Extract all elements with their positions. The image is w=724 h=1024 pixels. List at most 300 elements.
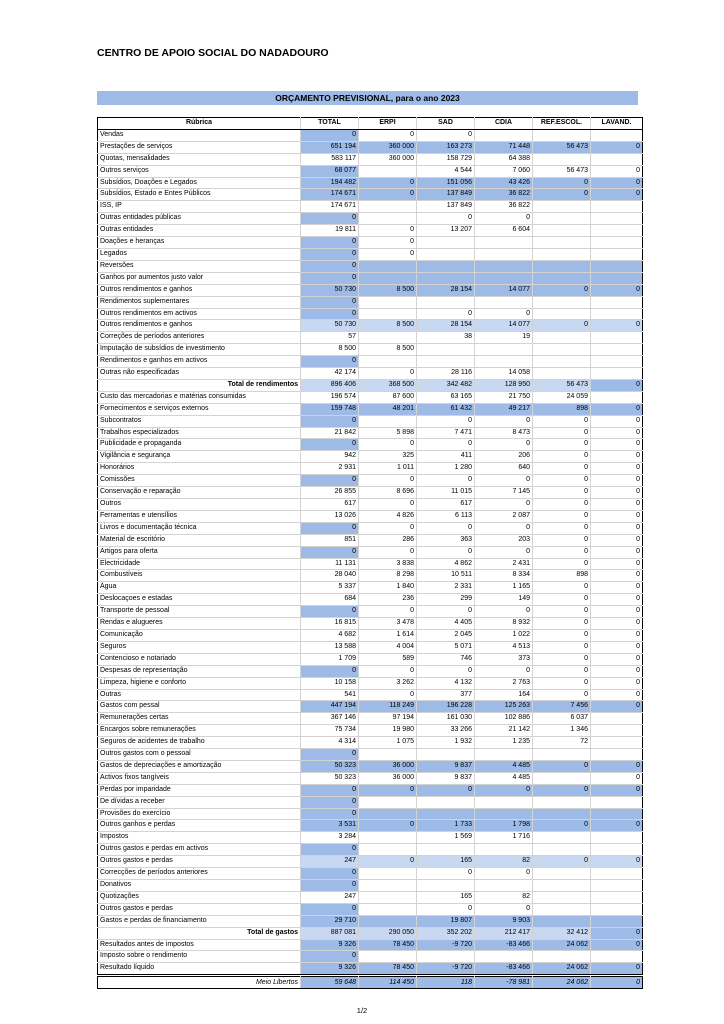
cell-erpi (359, 356, 417, 368)
col-header-erpi: ERPI (359, 118, 417, 130)
cell-lavand (591, 749, 643, 761)
row-label: Outras (98, 689, 301, 701)
cell-cdia: 164 (475, 689, 533, 701)
cell-ref-escol: 898 (533, 403, 591, 415)
row-label: Contencioso e notariado (98, 653, 301, 665)
cell-sad (417, 808, 475, 820)
cell-lavand (591, 391, 643, 403)
cell-erpi: 78 450 (359, 939, 417, 951)
cell-total: 0 (301, 880, 359, 892)
cell-erpi: 3 478 (359, 618, 417, 630)
row-label: Fornecimentos e serviços externos (98, 403, 301, 415)
cell-sad: 352 202 (417, 927, 475, 939)
cell-total: 21 842 (301, 427, 359, 439)
row-label: Gastos com pessal (98, 701, 301, 713)
cell-ref-escol: 0 (533, 463, 591, 475)
row-label: Resultados antes de impostos (98, 939, 301, 951)
cell-total: 684 (301, 594, 359, 606)
cell-cdia: 4 513 (475, 641, 533, 653)
cell-cdia: 4 485 (475, 760, 533, 772)
page-number: 1/2 (356, 1006, 368, 1015)
cell-ref-escol (533, 225, 591, 237)
cell-ref-escol: 0 (533, 415, 591, 427)
row-label: ISS, IP (98, 201, 301, 213)
cell-lavand: 0 (591, 403, 643, 415)
row-label: Outros ganhos e perdas (98, 820, 301, 832)
row-label: Correcções de períodos anteriores (98, 868, 301, 880)
total-row (98, 379, 643, 391)
cell-cdia: 128 950 (475, 379, 533, 391)
table-row (98, 189, 643, 201)
cell-cdia: 0 (475, 546, 533, 558)
cell-cdia (475, 951, 533, 963)
row-label: Imputação de subsídios de investimento (98, 344, 301, 356)
cell-lavand (591, 796, 643, 808)
cell-lavand (591, 903, 643, 915)
cell-cdia: 8 932 (475, 618, 533, 630)
cell-sad: 377 (417, 689, 475, 701)
cell-ref-escol: 0 (533, 689, 591, 701)
table-row (98, 594, 643, 606)
cell-cdia: -83 466 (475, 963, 533, 975)
table-row (98, 534, 643, 546)
row-label: Outras entidades públicas (98, 213, 301, 225)
table-row (98, 320, 643, 332)
row-label: Total de gastos (98, 927, 301, 939)
cell-cdia: 7 060 (475, 165, 533, 177)
cell-total: 26 855 (301, 487, 359, 499)
cell-ref-escol: 0 (533, 760, 591, 772)
cell-erpi: 3 262 (359, 677, 417, 689)
cell-sad: 4 544 (417, 165, 475, 177)
cell-cdia: 0 (475, 903, 533, 915)
budget-title-banner: ORÇAMENTO PREVISIONAL, para o ano 2023 (97, 91, 638, 105)
cell-erpi: 360 000 (359, 153, 417, 165)
cell-cdia: 43 426 (475, 177, 533, 189)
cell-ref-escol: 0 (533, 487, 591, 499)
cell-erpi: 3 838 (359, 558, 417, 570)
cell-lavand: 0 (591, 689, 643, 701)
table-row (98, 570, 643, 582)
cell-ref-escol: 0 (533, 677, 591, 689)
table-row (98, 415, 643, 427)
table-row (98, 237, 643, 249)
cell-ref-escol: 0 (533, 594, 591, 606)
cell-sad: 165 (417, 891, 475, 903)
table-row (98, 689, 643, 701)
cell-sad: 0 (417, 784, 475, 796)
cell-sad (417, 296, 475, 308)
cell-erpi: 19 980 (359, 725, 417, 737)
cell-cdia: 373 (475, 653, 533, 665)
cell-ref-escol: 0 (533, 558, 591, 570)
cell-total: 651 194 (301, 141, 359, 153)
cell-total: 13 588 (301, 641, 359, 653)
cell-cdia: 0 (475, 415, 533, 427)
cell-cdia: 19 (475, 332, 533, 344)
table-row (98, 653, 643, 665)
cell-erpi: 97 194 (359, 713, 417, 725)
cell-cdia: 14 058 (475, 368, 533, 380)
cell-cdia: 1 165 (475, 582, 533, 594)
cell-lavand: 0 (591, 189, 643, 201)
cell-lavand: 0 (591, 439, 643, 451)
cell-sad: 342 482 (417, 379, 475, 391)
cell-cdia: 0 (475, 665, 533, 677)
cell-ref-escol: 24 059 (533, 391, 591, 403)
cell-ref-escol: 0 (533, 177, 591, 189)
cell-sad: 19 807 (417, 915, 475, 927)
cell-ref-escol (533, 903, 591, 915)
cell-sad: 0 (417, 903, 475, 915)
row-label: Vendas (98, 129, 301, 141)
row-label: Activos fixos tangíveis (98, 772, 301, 784)
cell-ref-escol: 0 (533, 546, 591, 558)
cell-sad: 10 511 (417, 570, 475, 582)
cell-ref-escol (533, 368, 591, 380)
cell-lavand: 0 (591, 677, 643, 689)
table-row (98, 141, 643, 153)
cell-lavand: 0 (591, 487, 643, 499)
cell-cdia: 1 022 (475, 629, 533, 641)
cell-total: 0 (301, 356, 359, 368)
cell-sad (417, 248, 475, 260)
cell-cdia: 36 822 (475, 189, 533, 201)
table-row (98, 487, 643, 499)
cell-total: 0 (301, 213, 359, 225)
cell-lavand: 0 (591, 570, 643, 582)
cell-cdia: 125 263 (475, 701, 533, 713)
cell-cdia: 8 334 (475, 570, 533, 582)
cell-total: 196 574 (301, 391, 359, 403)
cell-lavand (591, 213, 643, 225)
table-row (98, 856, 643, 868)
cell-cdia: 2 431 (475, 558, 533, 570)
cell-lavand (591, 237, 643, 249)
cell-cdia (475, 248, 533, 260)
cell-total: 0 (301, 296, 359, 308)
cell-cdia (475, 796, 533, 808)
cell-cdia: 102 886 (475, 713, 533, 725)
row-label: Ferramentas e utensílios (98, 510, 301, 522)
cell-cdia: 0 (475, 439, 533, 451)
cell-lavand: 0 (591, 534, 643, 546)
cell-total: 0 (301, 415, 359, 427)
cell-ref-escol (533, 832, 591, 844)
cell-sad: -9 720 (417, 963, 475, 975)
cell-erpi (359, 201, 417, 213)
cell-lavand (591, 808, 643, 820)
cell-cdia: 206 (475, 451, 533, 463)
cell-total: 159 748 (301, 403, 359, 415)
cell-erpi (359, 213, 417, 225)
cell-lavand: 0 (591, 177, 643, 189)
row-label: Custo das mercadorias e matérias consumidas (98, 391, 301, 403)
cell-erpi: 0 (359, 665, 417, 677)
cell-erpi: 0 (359, 689, 417, 701)
cell-sad: 151 056 (417, 177, 475, 189)
cell-sad: 163 273 (417, 141, 475, 153)
cell-erpi (359, 749, 417, 761)
cell-ref-escol (533, 296, 591, 308)
cell-ref-escol: 56 473 (533, 141, 591, 153)
cell-total: 11 131 (301, 558, 359, 570)
row-label: Total de rendimentos (98, 379, 301, 391)
cell-ref-escol: 0 (533, 284, 591, 296)
cell-sad: 196 228 (417, 701, 475, 713)
cell-total: 887 081 (301, 927, 359, 939)
cell-ref-escol: 0 (533, 653, 591, 665)
cell-ref-escol: 24 062 (533, 939, 591, 951)
table-row (98, 903, 643, 915)
cell-lavand: 0 (591, 653, 643, 665)
cell-erpi: 0 (359, 237, 417, 249)
table-row (98, 510, 643, 522)
cell-erpi: 8 298 (359, 570, 417, 582)
cell-sad: 13 207 (417, 225, 475, 237)
cell-total: 0 (301, 475, 359, 487)
cell-sad: 363 (417, 534, 475, 546)
cell-erpi: 0 (359, 820, 417, 832)
cell-total: 50 730 (301, 284, 359, 296)
cell-total: 9 326 (301, 963, 359, 975)
cell-lavand (591, 844, 643, 856)
row-label: Limpeza, higiene e conforto (98, 677, 301, 689)
cell-cdia: 49 217 (475, 403, 533, 415)
cell-ref-escol: 0 (533, 439, 591, 451)
cell-cdia: 64 388 (475, 153, 533, 165)
cell-cdia: 0 (475, 499, 533, 511)
col-header-cdia: CDIA (475, 118, 533, 130)
cell-ref-escol (533, 844, 591, 856)
cell-lavand (591, 868, 643, 880)
table-row (98, 499, 643, 511)
header-row (98, 118, 643, 130)
row-label: Correções de períodos anteriores (98, 332, 301, 344)
cell-sad: 38 (417, 332, 475, 344)
table-row (98, 820, 643, 832)
row-label: Honorários (98, 463, 301, 475)
cell-sad: 746 (417, 653, 475, 665)
budget-table (97, 117, 643, 975)
cell-sad (417, 356, 475, 368)
cell-erpi: 1 840 (359, 582, 417, 594)
table-row (98, 129, 643, 141)
row-label: Gastos de depreciações e amortização (98, 760, 301, 772)
cell-erpi (359, 272, 417, 284)
col-header-total: TOTAL (301, 118, 359, 130)
cell-ref-escol: 0 (533, 582, 591, 594)
cell-lavand (591, 308, 643, 320)
table-row (98, 701, 643, 713)
cell-erpi: 8 500 (359, 284, 417, 296)
table-row (98, 439, 643, 451)
cell-erpi (359, 296, 417, 308)
row-label: Remunerações certas (98, 713, 301, 725)
cell-lavand (591, 260, 643, 272)
cell-lavand: 0 (591, 499, 643, 511)
cell-erpi (359, 891, 417, 903)
cell-ref-escol: 0 (533, 499, 591, 511)
cell-ref-escol (533, 272, 591, 284)
cell-sad: 9 837 (417, 760, 475, 772)
cell-erpi: 0 (359, 439, 417, 451)
cell-sad: 28 154 (417, 284, 475, 296)
cell-total: 0 (301, 439, 359, 451)
cell-ref-escol: 0 (533, 534, 591, 546)
cell-lavand: 0 (591, 665, 643, 677)
cell-erpi: 118 249 (359, 701, 417, 713)
row-label: Trabalhos especializados (98, 427, 301, 439)
cell-sad: 299 (417, 594, 475, 606)
row-label: Perdas por imparidade (98, 784, 301, 796)
cell-sad (417, 344, 475, 356)
table-row (98, 391, 643, 403)
row-label: Doações e heranças (98, 237, 301, 249)
cell-ref-escol: 6 037 (533, 713, 591, 725)
cell-ref-escol: 32 412 (533, 927, 591, 939)
cell-total: 3 531 (301, 820, 359, 832)
cell-sad: 0 (417, 868, 475, 880)
row-label: Água (98, 582, 301, 594)
cell-erpi: 87 600 (359, 391, 417, 403)
meio-cdia: -78 981 (475, 977, 533, 989)
cell-total: 29 710 (301, 915, 359, 927)
cell-lavand (591, 332, 643, 344)
cell-lavand: 0 (591, 641, 643, 653)
cell-ref-escol (533, 129, 591, 141)
table-row (98, 737, 643, 749)
cell-total: 0 (301, 903, 359, 915)
table-row (98, 963, 643, 975)
cell-ref-escol (533, 344, 591, 356)
cell-lavand: 0 (591, 415, 643, 427)
cell-total: 0 (301, 868, 359, 880)
table-row (98, 582, 643, 594)
cell-cdia: 8 473 (475, 427, 533, 439)
cell-erpi (359, 332, 417, 344)
cell-cdia: 0 (475, 784, 533, 796)
cell-erpi (359, 796, 417, 808)
cell-ref-escol (533, 260, 591, 272)
cell-lavand: 0 (591, 463, 643, 475)
table-row (98, 951, 643, 963)
cell-lavand: 0 (591, 939, 643, 951)
cell-sad: 5 071 (417, 641, 475, 653)
cell-sad (417, 844, 475, 856)
cell-lavand (591, 296, 643, 308)
cell-sad: 1 569 (417, 832, 475, 844)
cell-erpi: 0 (359, 856, 417, 868)
cell-sad: 1 733 (417, 820, 475, 832)
cell-total: 0 (301, 129, 359, 141)
row-label: Provisões do exercício (98, 808, 301, 820)
cell-erpi: 589 (359, 653, 417, 665)
cell-lavand: 0 (591, 618, 643, 630)
cell-total: 3 284 (301, 832, 359, 844)
cell-total: 174 671 (301, 201, 359, 213)
cell-erpi: 325 (359, 451, 417, 463)
cell-erpi: 290 050 (359, 927, 417, 939)
cell-total: 2 931 (301, 463, 359, 475)
col-header-rubrica: Rúbrica (98, 118, 301, 130)
cell-erpi (359, 880, 417, 892)
cell-erpi: 0 (359, 225, 417, 237)
cell-cdia: 14 077 (475, 284, 533, 296)
cell-lavand: 0 (591, 856, 643, 868)
meio-lavand: 0 (591, 977, 643, 989)
cell-erpi (359, 808, 417, 820)
cell-ref-escol: 56 473 (533, 165, 591, 177)
cell-erpi: 4 826 (359, 510, 417, 522)
cell-cdia: 0 (475, 606, 533, 618)
cell-cdia: 1 235 (475, 737, 533, 749)
cell-ref-escol (533, 915, 591, 927)
cell-cdia: 0 (475, 522, 533, 534)
cell-cdia: 0 (475, 475, 533, 487)
cell-total: 9 326 (301, 939, 359, 951)
row-label: Vigilância e segurança (98, 451, 301, 463)
row-label: Subcontratos (98, 415, 301, 427)
table-row (98, 665, 643, 677)
table-row (98, 868, 643, 880)
cell-sad: 2 045 (417, 629, 475, 641)
cell-erpi: 0 (359, 248, 417, 260)
row-label: Outros serviços (98, 165, 301, 177)
organization-title: CENTRO DE APOIO SOCIAL DO NADADOURO (97, 47, 329, 59)
cell-ref-escol (533, 153, 591, 165)
cell-sad: 158 729 (417, 153, 475, 165)
table-row (98, 772, 643, 784)
row-label: Outros gastos e perdas (98, 903, 301, 915)
cell-total: 0 (301, 665, 359, 677)
cell-total: 0 (301, 606, 359, 618)
cell-sad: 4 405 (417, 618, 475, 630)
row-label: Impostos (98, 832, 301, 844)
row-label: Comissões (98, 475, 301, 487)
cell-ref-escol: 0 (533, 641, 591, 653)
cell-cdia (475, 344, 533, 356)
cell-ref-escol (533, 332, 591, 344)
cell-total: 19 811 (301, 225, 359, 237)
cell-erpi: 0 (359, 475, 417, 487)
cell-sad: 0 (417, 308, 475, 320)
cell-lavand (591, 737, 643, 749)
cell-lavand (591, 368, 643, 380)
cell-sad (417, 951, 475, 963)
cell-erpi (359, 844, 417, 856)
table-row (98, 201, 643, 213)
table-row (98, 272, 643, 284)
cell-erpi: 8 500 (359, 344, 417, 356)
cell-sad: 11 015 (417, 487, 475, 499)
cell-sad (417, 272, 475, 284)
cell-sad: 61 432 (417, 403, 475, 415)
cell-total: 0 (301, 308, 359, 320)
row-label: Seguros (98, 641, 301, 653)
cell-total: 0 (301, 237, 359, 249)
cell-sad (417, 260, 475, 272)
cell-total: 8 500 (301, 344, 359, 356)
cell-sad: 1 932 (417, 737, 475, 749)
cell-erpi: 0 (359, 606, 417, 618)
table-row (98, 248, 643, 260)
row-label: Seguros de acidentes de trabalho (98, 737, 301, 749)
cell-total: 50 730 (301, 320, 359, 332)
cell-total: 1 709 (301, 653, 359, 665)
cell-total: 50 323 (301, 772, 359, 784)
cell-lavand: 0 (591, 784, 643, 796)
